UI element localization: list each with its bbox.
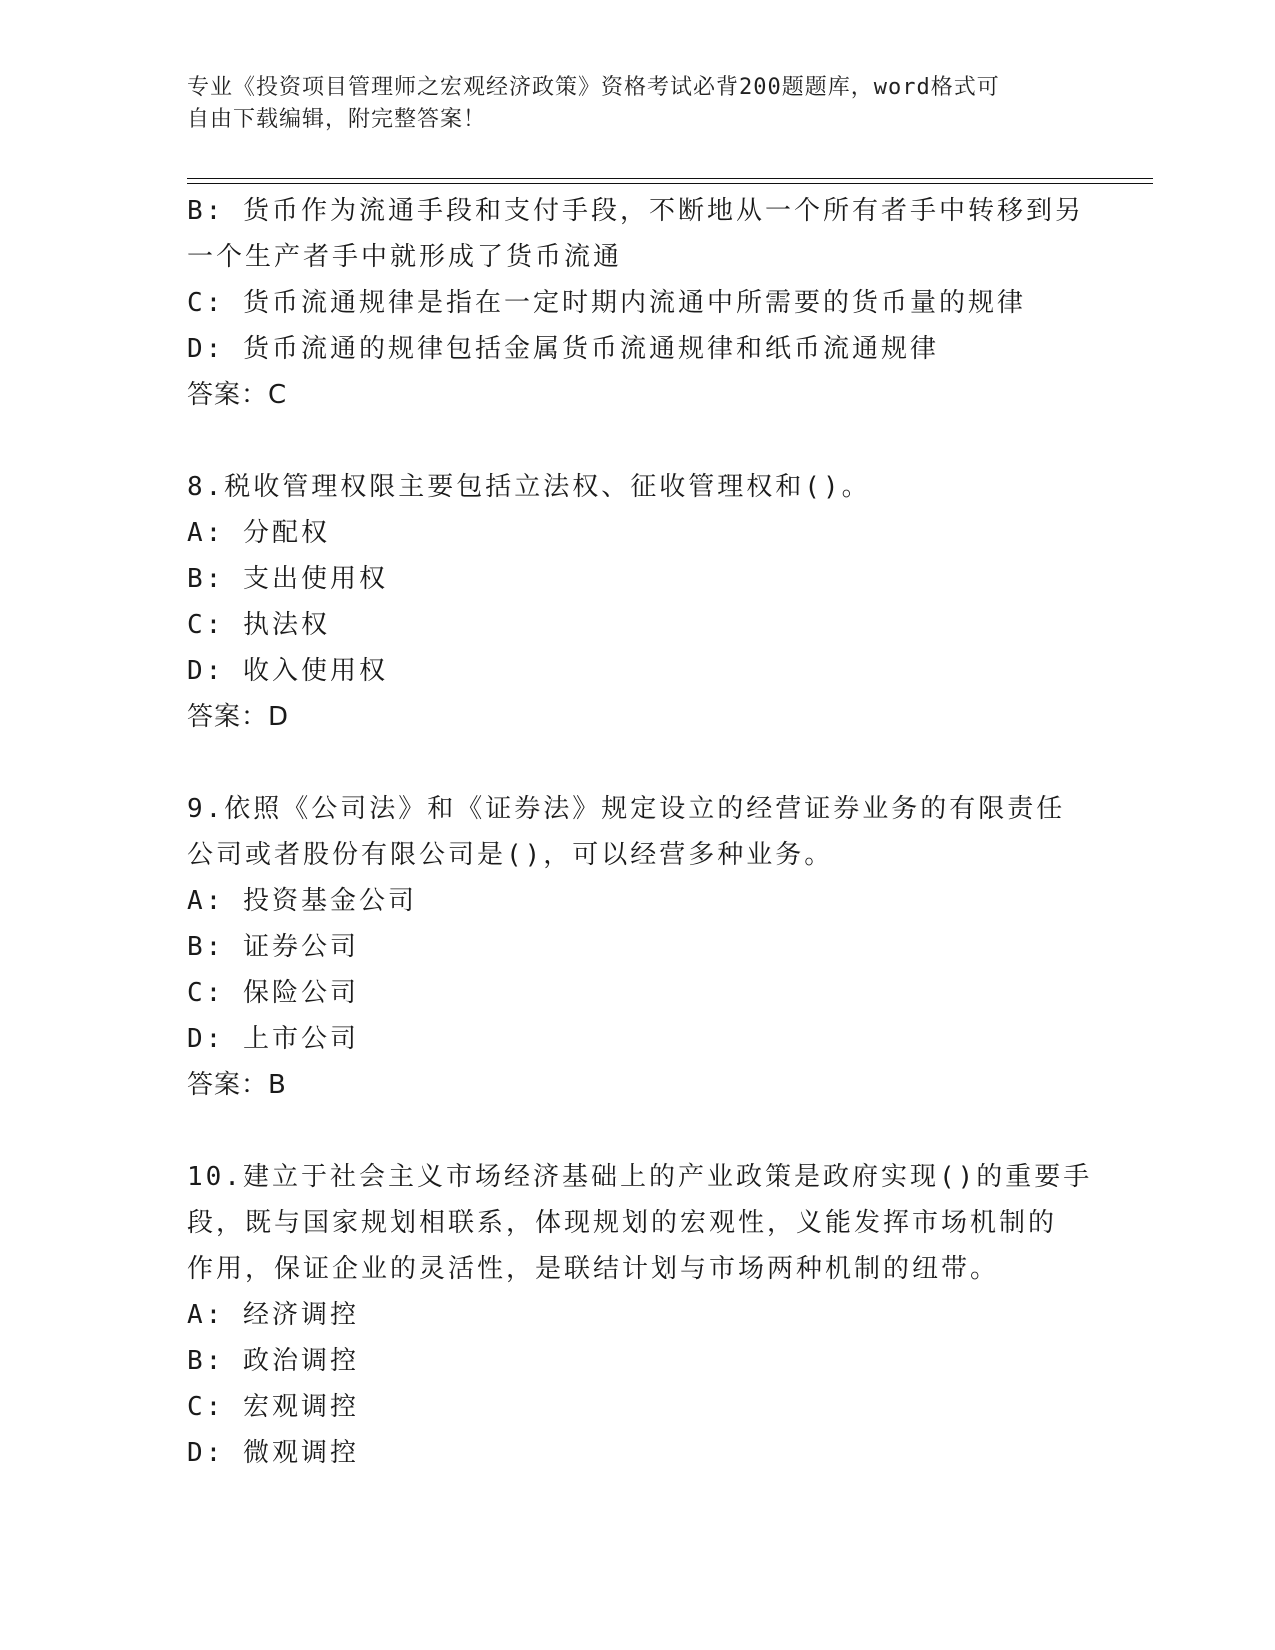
option-a: A: 经济调控: [187, 1300, 359, 1330]
option-a: A: 投资基金公司: [187, 886, 417, 916]
spacer: [187, 1108, 1087, 1154]
option-c: C: 宏观调控: [187, 1392, 359, 1422]
option-d: D: 货币流通的规律包括金属货币流通规律和纸币流通规律: [187, 334, 939, 364]
answer: 答案：B: [187, 1070, 287, 1100]
spacer: [187, 740, 1087, 786]
question-stem-line-3: 作用，保证企业的灵活性，是联结计划与市场两种机制的纽带。: [187, 1254, 1000, 1284]
question-9: [187, 786, 1087, 1108]
option-a: A: 分配权: [187, 518, 330, 548]
option-d: D: 微观调控: [187, 1438, 359, 1468]
option-b: B: 证券公司: [187, 932, 359, 962]
option-b-line-2: 一个生产者手中就形成了货币流通: [187, 242, 623, 272]
question-stem-line-2: 公司或者股份有限公司是()，可以经营多种业务。: [187, 840, 834, 870]
question-stem: 8.税收管理权限主要包括立法权、征收管理权和()。: [187, 472, 871, 502]
option-c: C: 保险公司: [187, 978, 359, 1008]
question-stem-line-1: 10.建立于社会主义市场经济基础上的产业政策是政府实现()的重要手: [187, 1162, 1093, 1192]
option-d: D: 上市公司: [187, 1024, 359, 1054]
answer: 答案：C: [187, 380, 288, 410]
question-8: [187, 464, 1087, 740]
document-header: [187, 72, 1067, 136]
question-stem-line-2: 段，既与国家规划相联系，体现规划的宏观性，义能发挥市场机制的: [187, 1208, 1058, 1238]
option-d: D: 收入使用权: [187, 656, 388, 686]
header-title-line-1: 专业《投资项目管理师之宏观经济政策》资格考试必背200题题库，word格式可: [187, 75, 1000, 100]
answer: 答案：D: [187, 702, 290, 732]
header-divider-top: [187, 178, 1153, 179]
header-title-line-2: 自由下载编辑，附完整答案！: [187, 107, 487, 132]
option-c: C: 货币流通规律是指在一定时期内流通中所需要的货币量的规律: [187, 288, 1026, 318]
spacer: [187, 418, 1087, 464]
option-b: B: 政治调控: [187, 1346, 359, 1376]
option-b: B: 支出使用权: [187, 564, 388, 594]
option-c: C: 执法权: [187, 610, 330, 640]
question-list: [187, 188, 1093, 1476]
question-10: [187, 1154, 1093, 1476]
question-stem-line-1: 9.依照《公司法》和《证券法》规定设立的经营证券业务的有限责任: [187, 794, 1066, 824]
header-divider-bottom: [187, 183, 1153, 184]
question-7-tail: [187, 188, 1087, 418]
option-b-line-1: B: 货币作为流通手段和支付手段，不断地从一个所有者手中转移到另: [187, 196, 1084, 226]
